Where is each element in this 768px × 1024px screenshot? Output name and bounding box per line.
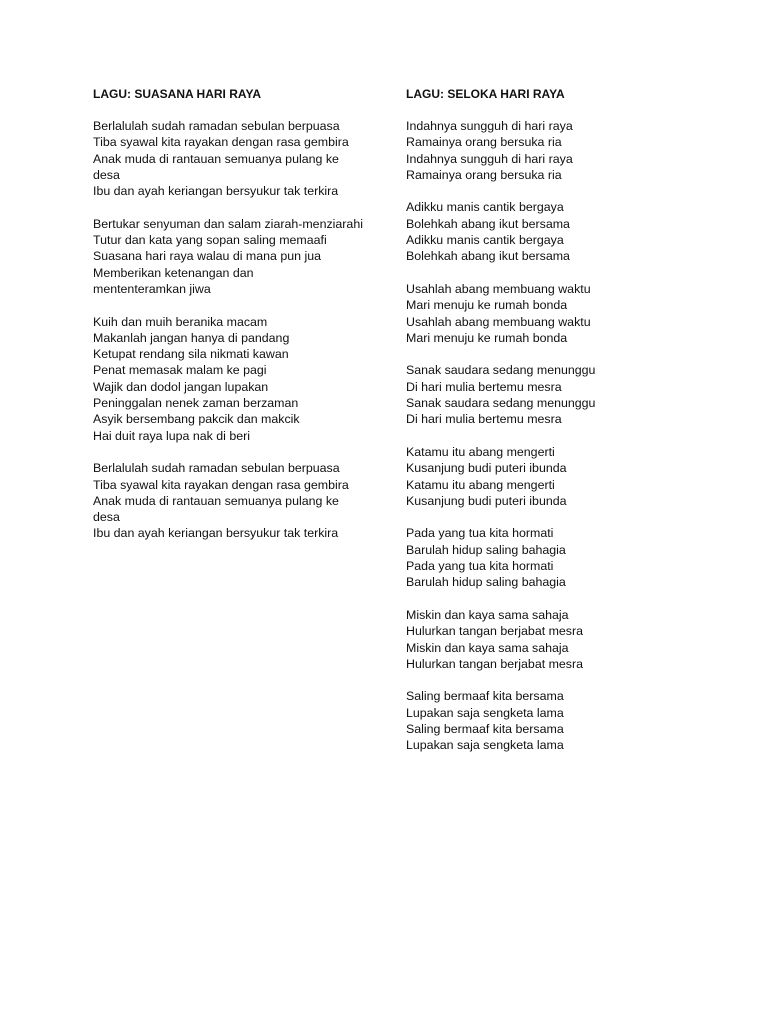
lyric-line: Kusanjung budi puteri ibunda [406, 493, 567, 508]
lyric-line: Mari menuju ke rumah bonda [406, 298, 568, 313]
lyric-line: Kusanjung budi puteri ibunda [406, 461, 567, 476]
lyric-line: Berlalulah sudah ramadan sebulan berpuasa [93, 461, 340, 476]
lyric-line: Tiba syawal kita rayakan dengan rasa gembira [93, 135, 349, 150]
lyric-line: Suasana hari raya walau di mana pun jua [93, 249, 321, 264]
lyric-line: Wajik dan dodol jangan lupakan [93, 379, 269, 394]
stanza [406, 688, 706, 753]
stanza [406, 444, 706, 509]
lyric-line: Asyik bersembang pakcik dan makcik [93, 412, 300, 427]
stanza [93, 118, 393, 199]
lyric-line: Tiba syawal kita rayakan dengan rasa gembira [93, 477, 349, 492]
lyric-line: Anak muda di rantauan semuanya pulang ke desa [93, 493, 339, 525]
stanza [406, 199, 706, 264]
lyric-line: Indahnya sungguh di hari raya [406, 151, 573, 166]
stanza [406, 525, 706, 590]
lyric-line: Ibu dan ayah keriangan bersyukur tak terkira [93, 184, 339, 199]
lyric-line: Tutur dan kata yang sopan saling memaafi [93, 233, 327, 248]
lyric-line: Peninggalan nenek zaman berzaman [93, 396, 299, 411]
stanza [93, 460, 393, 541]
lyric-line: Pada yang tua kita hormati [406, 559, 554, 574]
song-title: LAGU: SUASANA HARI RAYA [93, 87, 262, 101]
stanza [406, 281, 706, 346]
lyric-line: Bolehkah abang ikut bersama [406, 249, 570, 264]
lyric-line: Ibu dan ayah keriangan bersyukur tak terkira [93, 526, 339, 541]
lyric-line: Miskin dan kaya sama sahaja [406, 607, 569, 622]
lyric-line: Hai duit raya lupa nak di beri [93, 428, 251, 443]
lyric-line: Lupakan saja sengketa lama [406, 738, 564, 753]
lyric-line: Di hari mulia bertemu mesra [406, 379, 562, 394]
lyric-line: Adikku manis cantik bergaya [406, 200, 564, 215]
lyric-line: Kuih dan muih beranika macam [93, 314, 268, 329]
lyric-line: Di hari mulia bertemu mesra [406, 412, 562, 427]
stanza [406, 607, 706, 672]
lyric-line: Penat memasak malam ke pagi [93, 363, 267, 378]
stanza [406, 118, 706, 183]
lyric-line: Pada yang tua kita hormati [406, 526, 554, 541]
lyric-line: Bertukar senyuman dan salam ziarah-menziarahi [93, 216, 363, 231]
lyric-line: Hulurkan tangan berjabat mesra [406, 656, 584, 671]
lyric-line: Barulah hidup saling bahagia [406, 575, 566, 590]
stanza [93, 314, 393, 444]
lyric-line: Barulah hidup saling bahagia [406, 542, 566, 557]
lyric-line: Makanlah jangan hanya di pandang [93, 330, 290, 345]
stanza [406, 362, 706, 427]
lyric-line: Saling bermaaf kita bersama [406, 689, 564, 704]
lyric-line: Indahnya sungguh di hari raya [406, 119, 573, 133]
lyric-line: Usahlah abang membuang waktu [406, 281, 591, 296]
lyric-line: Mari menuju ke rumah bonda [406, 330, 568, 345]
lyric-line: Saling bermaaf kita bersama [406, 721, 564, 736]
lyric-line: Berlalulah sudah ramadan sebulan berpuasa [93, 119, 340, 133]
lyric-line: Katamu itu abang mengerti [406, 444, 555, 459]
song-title: LAGU: SELOKA HARI RAYA [406, 87, 565, 101]
lyric-line: Memberikan ketenangan dan mententeramkan jiwa [93, 265, 254, 296]
lyric-line: Katamu itu abang mengerti [406, 477, 555, 492]
lyric-line: Miskin dan kaya sama sahaja [406, 640, 569, 655]
lyric-line: Usahlah abang membuang waktu [406, 314, 591, 329]
lyric-line: Ketupat rendang sila nikmati kawan [93, 347, 289, 362]
lyric-line: Bolehkah abang ikut bersama [406, 216, 570, 231]
song-column-suasana [93, 86, 393, 558]
song-column-seloka [406, 86, 706, 770]
lyric-line: Hulurkan tangan berjabat mesra [406, 624, 584, 639]
lyric-line: Lupakan saja sengketa lama [406, 705, 564, 720]
lyric-line: Ramainya orang bersuka ria [406, 167, 562, 182]
lyric-line: Ramainya orang bersuka ria [406, 135, 562, 150]
lyric-line: Sanak saudara sedang menunggu [406, 363, 596, 378]
lyric-line: Sanak saudara sedang menunggu [406, 396, 596, 411]
stanza [93, 216, 393, 297]
lyric-line: Anak muda di rantauan semuanya pulang ke desa [93, 151, 339, 182]
lyric-line: Adikku manis cantik bergaya [406, 233, 564, 248]
